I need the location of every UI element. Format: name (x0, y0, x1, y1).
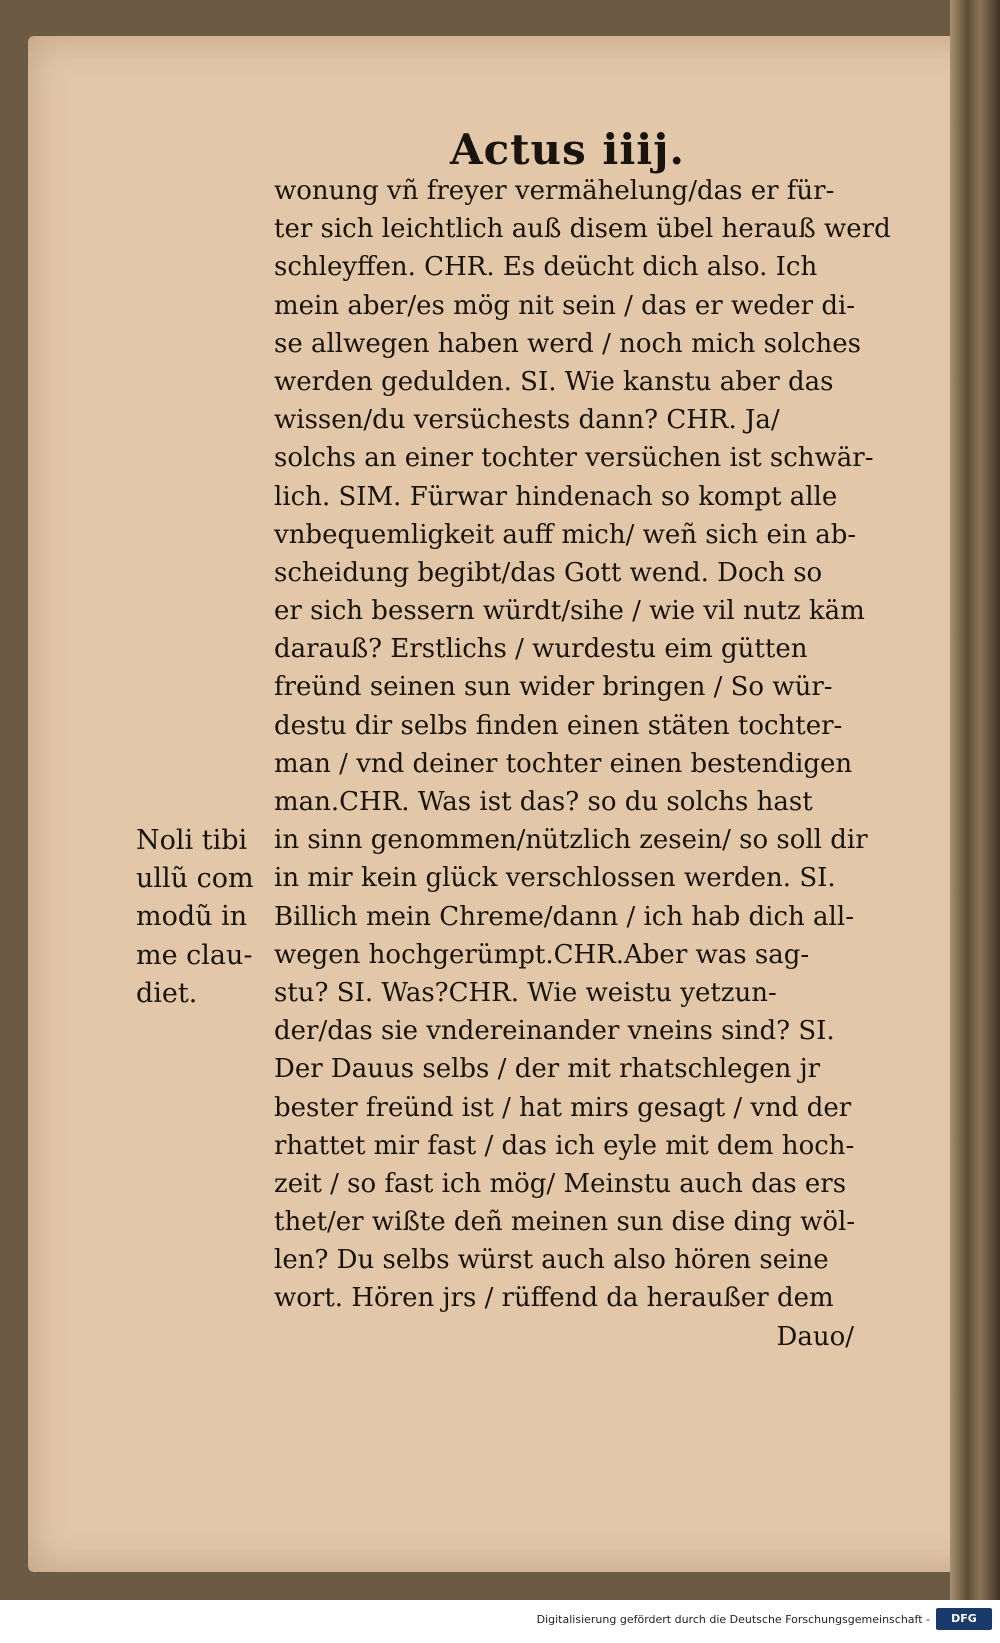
body-text (274, 172, 914, 1356)
text-line: solchs an einer tochter versüchen ist schwär- (274, 443, 874, 474)
text-line: stu? SI. Was?CHR. Wie weistu yetzun- (274, 977, 777, 1008)
book-edge (950, 0, 1000, 1600)
text-line: len? Du selbs würst auch also hören seine (274, 1245, 829, 1276)
text-line: destu dir selbs finden einen stäten tochter- (274, 710, 843, 741)
text-line: in sinn genommen/nützlich zesein/ so soll dir (274, 825, 868, 856)
marginal-line: me clau- (136, 939, 253, 971)
text-line: lich. SIM. Fürwar hindenach so kompt alle (274, 481, 838, 512)
text-line: er sich bessern würdt/sihe / wie vil nutz käm (274, 596, 865, 627)
text-line: zeit / so fast ich mög/ Meinstu auch das ers (274, 1168, 847, 1199)
text-line: man.CHR. Was ist das? so du solchs hast (274, 787, 813, 817)
text-line: Der Dauus selbs / der mit rhatschlegen jr (274, 1054, 821, 1085)
text-line: vnbequemligkeit auff mich/ weñ sich ein ab- (274, 519, 857, 550)
text-line: man / vnd deiner tochter einen bestendigen (274, 748, 853, 779)
text-line: wissen/du versüchests dann? CHR. Ja/ (274, 405, 780, 436)
marginal-note (136, 822, 276, 1013)
dfg-logo: DFG (936, 1608, 992, 1630)
text-line: schleyffen. CHR. Es deücht dich also. Ich (274, 252, 818, 283)
text-line: bester freünd ist / hat mirs gesagt / vnd der (274, 1092, 852, 1123)
text-line: wort. Hören jrs / rüffend da heraußer dem (274, 1283, 834, 1314)
text-line: in mir kein glück verschlossen werden. SI. (274, 863, 836, 894)
marginal-line: Noli tibi (136, 825, 248, 856)
marginal-line: ullũ com (136, 863, 254, 895)
footer-bar (0, 1600, 1000, 1643)
text-line: Billich mein Chreme/dann / ich hab dich all- (274, 901, 854, 932)
text-line: wegen hochgerümpt.CHR.Aber was sag- (274, 939, 810, 970)
catchword: Dauo/ (776, 1321, 854, 1352)
marginal-line: diet. (136, 977, 198, 1009)
text-line: darauß? Erstlichs / wurdestu eim gütten (274, 634, 808, 665)
text-line: scheidung begibt/das Gott wend. Doch so (274, 557, 823, 588)
text-line: freünd seinen sun wider bringen / So wür- (274, 672, 833, 703)
text-line: se allwegen haben werd / noch mich solches (274, 328, 861, 359)
text-line: wonung vñ freyer vermähelung/das er für- (274, 176, 835, 206)
text-line: thet/er wißte deñ meinen sun dise ding wöl- (274, 1207, 856, 1238)
text-line: rhattet mir fast / das ich eyle mit dem hoch- (274, 1130, 855, 1161)
funding-credit: Digitalisierung gefördert durch die Deutsche Forschungsgemeinschaft - (536, 1613, 930, 1626)
page-heading: Actus iiij. (450, 125, 686, 174)
text-line: mein aber/es mög nit sein / das er weder di- (274, 290, 856, 321)
text-line: ter sich leichtlich auß disem übel herauß werd (274, 214, 891, 245)
marginal-line: modũ in (136, 901, 248, 933)
text-line: werden gedulden. SI. Wie kanstu aber das (274, 366, 834, 397)
text-line: der/das sie vndereinander vneins sind? SI. (274, 1016, 835, 1047)
